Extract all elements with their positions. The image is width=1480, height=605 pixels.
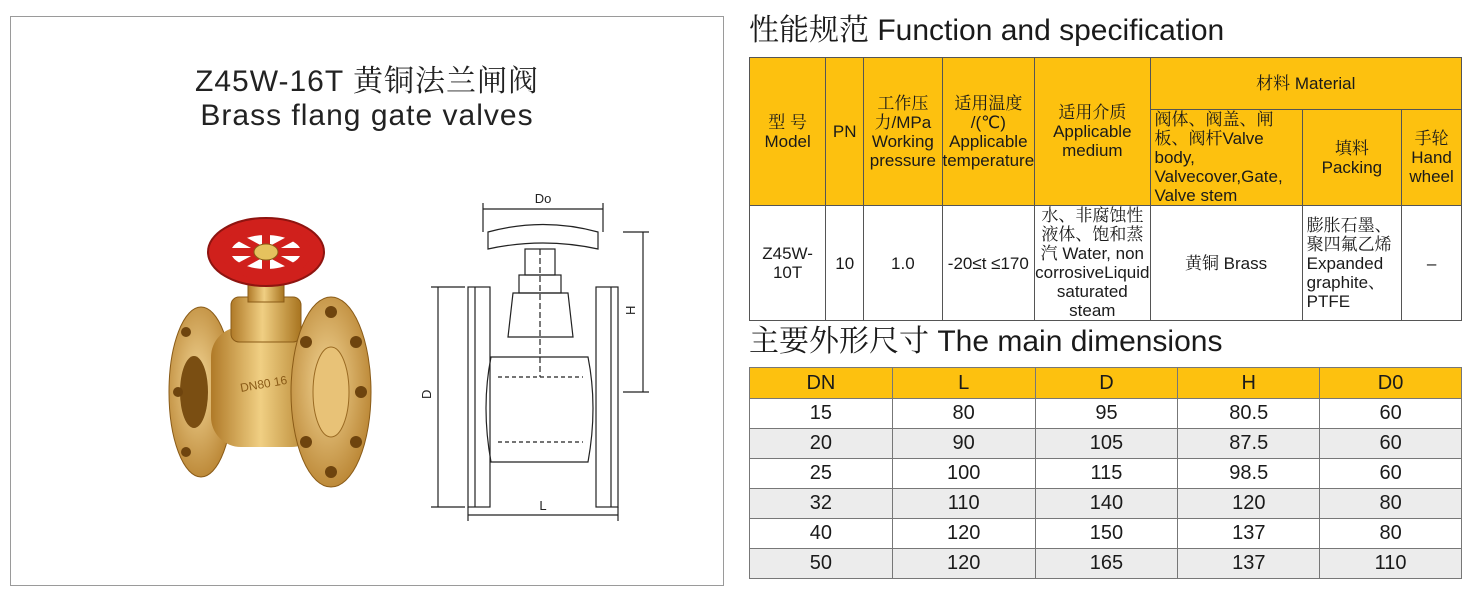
product-title — [11, 65, 723, 133]
header-model: 型 号 Model — [750, 58, 826, 206]
dim-header-dn: DN — [750, 368, 893, 399]
table-cell: 100 — [892, 459, 1035, 489]
table-row — [750, 429, 1462, 459]
valve-technical-drawing — [413, 177, 653, 522]
table-row — [750, 549, 1462, 579]
cell-body: 黄铜 Brass — [1150, 206, 1302, 321]
label-d: D — [419, 389, 434, 399]
table-cell: 150 — [1035, 519, 1178, 549]
table-cell: 165 — [1035, 549, 1178, 579]
label-do: Do — [534, 191, 552, 206]
table-row — [750, 519, 1462, 549]
spec-section-title: 性能规范 Function and specification — [749, 14, 1225, 47]
table-cell: 110 — [1320, 549, 1462, 579]
cell-packing: 膨胀石墨、聚四氟乙烯 Expanded graphite、PTFE — [1302, 206, 1402, 321]
header-medium: 适用介质 Applicable medium — [1035, 58, 1150, 206]
header-pn: PN — [826, 58, 864, 206]
label-h: H — [623, 305, 638, 315]
table-cell: 80.5 — [1178, 399, 1320, 429]
table-cell: 50 — [750, 549, 893, 579]
table-cell: 90 — [892, 429, 1035, 459]
header-pressure: 工作压 力/MPa Working pressure — [864, 58, 942, 206]
dim-header-do: D0 — [1320, 368, 1462, 399]
label-l: L — [539, 498, 547, 513]
spec-table — [749, 57, 1462, 321]
table-cell: 98.5 — [1178, 459, 1320, 489]
dim-header-l: L — [892, 368, 1035, 399]
table-cell: 115 — [1035, 459, 1178, 489]
table-cell: 95 — [1035, 399, 1178, 429]
header-material: 材料 Material — [1150, 58, 1462, 110]
header-packing: 填料 Packing — [1302, 110, 1402, 206]
dimensions-section-title: 主要外形尺寸 The main dimensions — [749, 325, 1223, 358]
table-cell: 105 — [1035, 429, 1178, 459]
table-cell: 80 — [1320, 519, 1462, 549]
cell-wheel: – — [1402, 206, 1462, 321]
dim-header-d: D — [1035, 368, 1178, 399]
cell-model: Z45W-10T — [750, 206, 826, 321]
spec-data-row — [750, 206, 1462, 321]
header-body: 阀体、阀盖、闸板、阀杆Valve body, Valvecover,Gate, Valve stem — [1150, 110, 1302, 206]
dim-header-h: H — [1178, 368, 1320, 399]
table-cell: 60 — [1320, 459, 1462, 489]
table-cell: 110 — [892, 489, 1035, 519]
cell-pressure: 1.0 — [864, 206, 942, 321]
dimensions-header-row — [750, 368, 1462, 399]
table-cell: 60 — [1320, 429, 1462, 459]
table-cell: 120 — [892, 519, 1035, 549]
table-cell: 120 — [1178, 489, 1320, 519]
table-cell: 25 — [750, 459, 893, 489]
table-cell: 137 — [1178, 519, 1320, 549]
spec-header-row — [750, 58, 1462, 110]
cell-temperature: -20≤t ≤170 — [942, 206, 1035, 321]
table-row — [750, 399, 1462, 429]
table-cell: 137 — [1178, 549, 1320, 579]
product-title-zh: Z45W-16T 黄铜法兰闸阀 — [195, 65, 539, 98]
header-wheel: 手轮 Hand wheel — [1402, 110, 1462, 206]
table-cell: 120 — [892, 549, 1035, 579]
table-cell: 80 — [892, 399, 1035, 429]
product-title-en: Brass flang gate valves — [200, 99, 534, 132]
table-cell: 140 — [1035, 489, 1178, 519]
table-cell: 20 — [750, 429, 893, 459]
table-row — [750, 489, 1462, 519]
product-panel — [10, 16, 724, 586]
table-cell: 32 — [750, 489, 893, 519]
dimensions-table — [749, 367, 1462, 579]
table-row — [750, 459, 1462, 489]
valve-photo — [156, 202, 406, 492]
cell-medium: 水、非腐蚀性液体、饱和蒸汽 Water, non corrosiveLiquid saturated steam — [1035, 206, 1150, 320]
table-cell: 15 — [750, 399, 893, 429]
table-cell: 60 — [1320, 399, 1462, 429]
table-cell: 80 — [1320, 489, 1462, 519]
header-temperature: 适用温度 /(℃) Applicable temperature — [942, 58, 1035, 206]
table-cell: 87.5 — [1178, 429, 1320, 459]
cell-pn: 10 — [826, 206, 864, 321]
body-mark: DN80 16 — [239, 372, 289, 395]
table-cell: 40 — [750, 519, 893, 549]
